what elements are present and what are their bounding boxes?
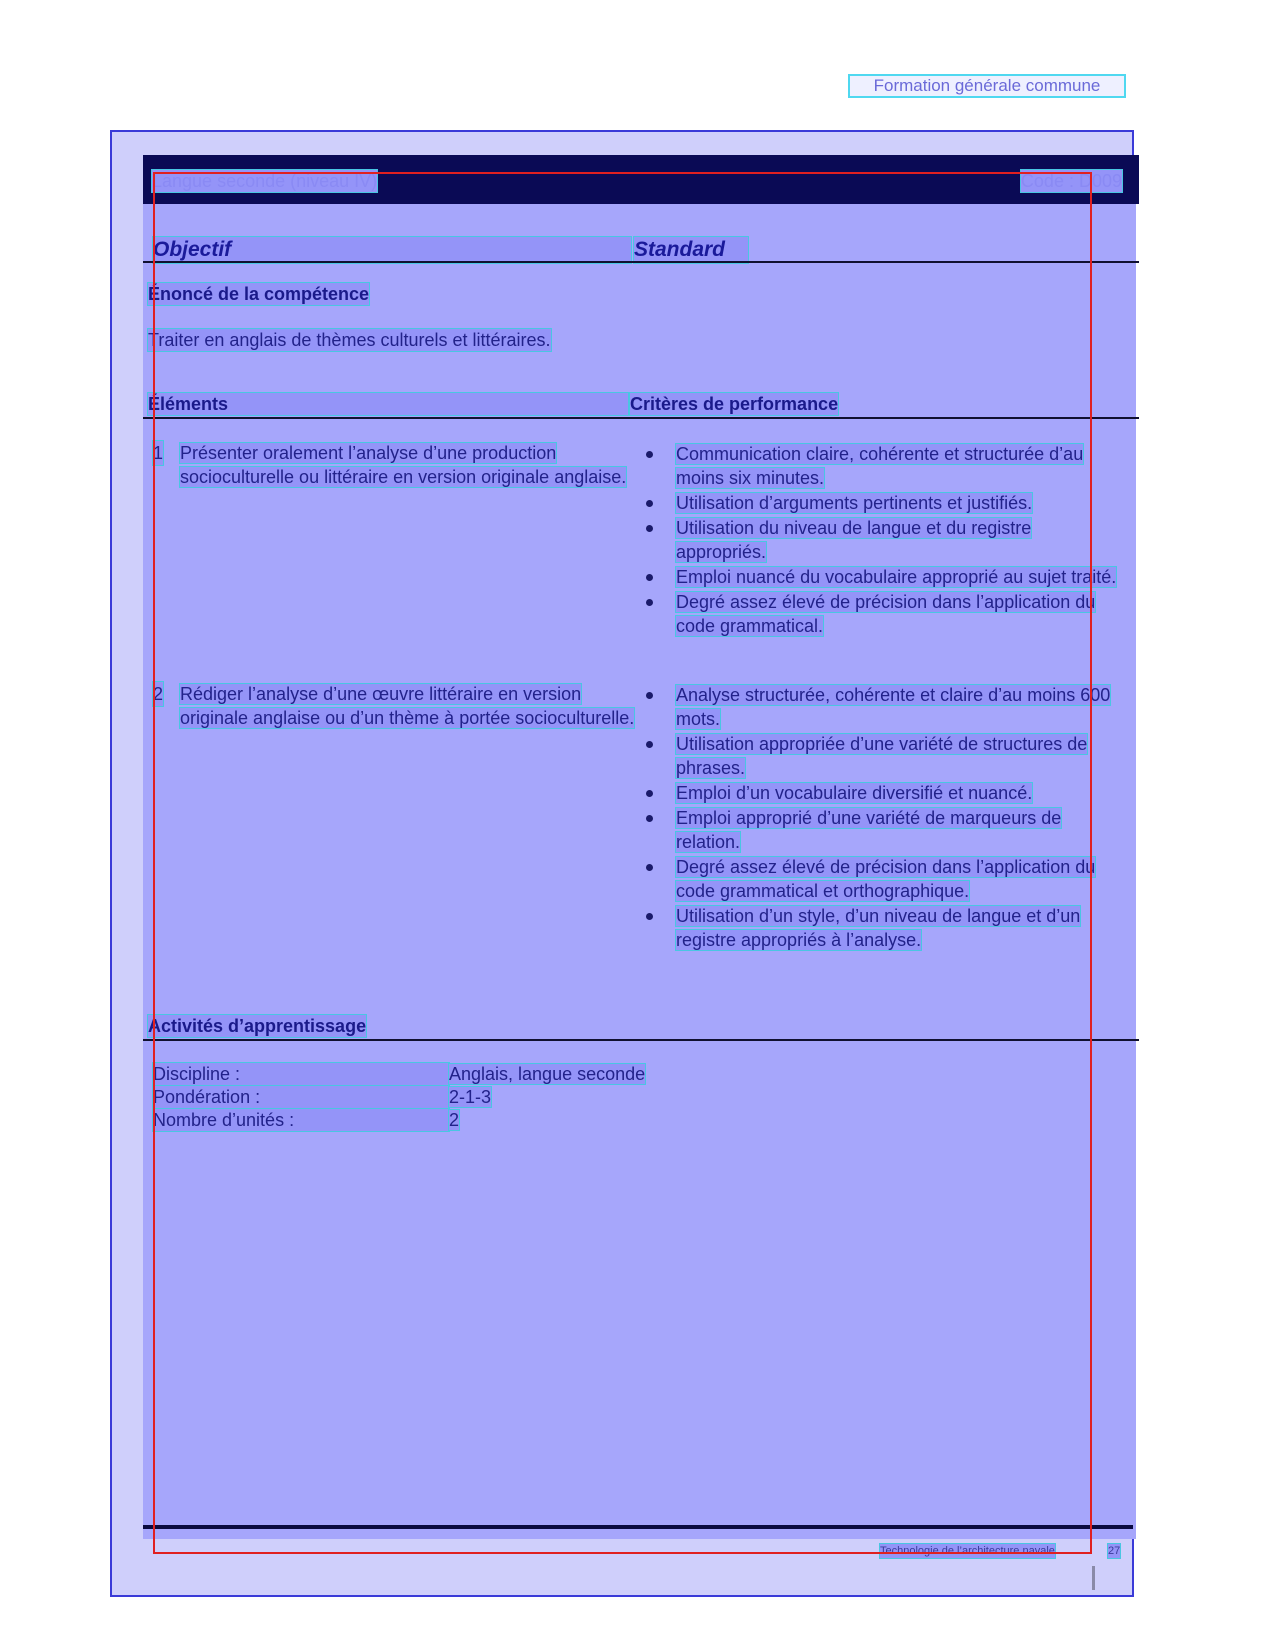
footer-rule <box>143 1525 1133 1529</box>
units-label: Nombre d’unités : <box>153 1109 449 1131</box>
criterion-text: Utilisation appropriée d’une variété de structures de phrases. <box>676 734 1088 778</box>
title-bar <box>143 155 1139 204</box>
criterion-text: Communication claire, cohérente et structurée d’au moins six minutes. <box>676 444 1084 488</box>
bullet-icon <box>646 913 653 920</box>
divider <box>143 417 1139 419</box>
weighting-label: Pondération : <box>153 1086 449 1108</box>
elements-heading: Éléments <box>148 393 628 415</box>
running-header: Formation générale commune <box>850 76 1124 96</box>
criteria-list <box>646 442 1126 639</box>
criterion-text: Degré assez élevé de précision dans l’application du code grammatical. <box>676 592 1096 636</box>
element-number: 2 <box>153 684 164 704</box>
criterion <box>646 442 1126 490</box>
divider <box>143 261 1139 263</box>
criterion <box>646 781 1126 805</box>
criterion <box>646 683 1126 731</box>
activities-heading: Activités d’apprentissage <box>148 1016 367 1036</box>
element-text <box>180 682 650 730</box>
criterion-text: Utilisation d’un style, d’un niveau de langue et d’un registre appropriés à l’analyse. <box>676 906 1081 950</box>
objective-heading: Objectif <box>153 237 631 263</box>
bullet-icon <box>646 864 653 871</box>
element-text <box>180 441 650 489</box>
bullet-icon <box>646 790 653 797</box>
criterion <box>646 806 1126 854</box>
criteria-list <box>646 683 1126 953</box>
criterion-text: Analyse structurée, cohérente et claire d’au moins 600 mots. <box>676 685 1111 729</box>
course-code: Code : D009 <box>1020 171 1122 191</box>
element-text-content: Présenter oralement l’analyse d’une production socioculturelle ou littéraire en version originale anglaise. <box>180 443 627 487</box>
criterion <box>646 904 1126 952</box>
element-text-content: Rédiger l’analyse d’une œuvre littéraire en version originale anglaise ou d’un thème à portée socioculturelle. <box>180 684 635 728</box>
criterion <box>646 590 1126 638</box>
footer-program: Technologie de l’architecture navale <box>880 1545 1055 1557</box>
criterion-text: Emploi approprié d’une variété de marqueurs de relation. <box>676 808 1062 852</box>
weighting-row <box>153 1086 491 1108</box>
bullet-icon <box>646 574 653 581</box>
bullet-icon <box>646 525 653 532</box>
bullet-icon <box>646 500 653 507</box>
bullet-icon <box>646 599 653 606</box>
standard-heading: Standard <box>634 237 748 263</box>
bullet-icon <box>646 451 653 458</box>
criterion-text: Emploi d’un vocabulaire diversifié et nuancé. <box>676 783 1033 803</box>
criterion-text: Utilisation du niveau de langue et du registre appropriés. <box>676 518 1032 562</box>
units-value: 2 <box>449 1110 460 1130</box>
discipline-label: Discipline : <box>153 1063 449 1085</box>
competence-text: Traiter en anglais de thèmes culturels et littéraires. <box>148 330 551 350</box>
weighting-value: 2-1-3 <box>449 1087 492 1107</box>
criterion <box>646 491 1126 515</box>
criterion-text: Utilisation d’arguments pertinents et justifiés. <box>676 493 1033 513</box>
bullet-icon <box>646 815 653 822</box>
page-marker <box>1092 1566 1095 1590</box>
competence-heading: Énoncé de la compétence <box>148 284 370 304</box>
page-number: 27 <box>1108 1545 1121 1557</box>
bullet-icon <box>646 741 653 748</box>
criterion <box>646 516 1126 564</box>
course-title: Langue seconde (niveau IV) <box>152 171 378 191</box>
discipline-value: Anglais, langue seconde <box>449 1064 646 1084</box>
criteria-heading: Critères de performance <box>630 394 839 414</box>
criterion <box>646 855 1126 903</box>
criterion <box>646 732 1126 780</box>
element-number: 1 <box>153 443 164 463</box>
criterion <box>646 565 1126 589</box>
divider <box>143 1039 1139 1041</box>
bullet-icon <box>646 692 653 699</box>
units-row <box>153 1109 459 1131</box>
criterion-text: Emploi nuancé du vocabulaire approprié au sujet traité. <box>676 567 1117 587</box>
criterion-text: Degré assez élevé de précision dans l’application du code grammatical et orthographique. <box>676 857 1096 901</box>
discipline-row <box>153 1063 645 1085</box>
